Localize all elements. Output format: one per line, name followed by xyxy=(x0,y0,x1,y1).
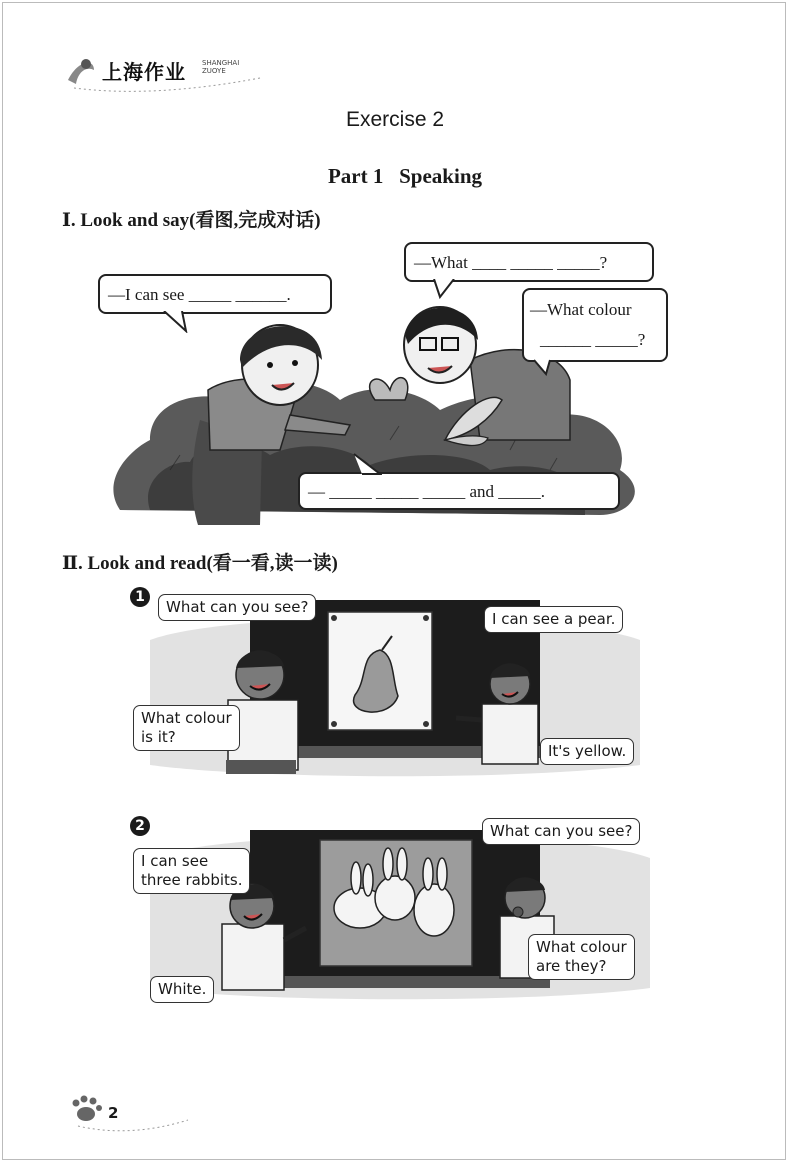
scene1-bubble-q1: What can you see? xyxy=(158,594,316,621)
bubble-what-text: —What ____ _____ _____? xyxy=(414,253,608,272)
header-logo xyxy=(64,50,264,100)
bubble-icansee-tail-icon xyxy=(160,311,190,333)
logo-en-line1: SHANGHAI xyxy=(202,59,240,67)
bubble-colour xyxy=(522,288,668,362)
bubble-answer-tail-icon xyxy=(348,450,382,476)
exercise-title: Exercise 2 xyxy=(345,108,445,131)
scene2-a1-line1: I can see xyxy=(141,852,209,870)
scene1-bubble-a2: It's yellow. xyxy=(540,738,634,765)
scene2-bubble-q1: What can you see? xyxy=(482,818,640,845)
bubble-colour-tail-icon xyxy=(528,352,558,376)
scene1-q2-line2: is it? xyxy=(141,728,176,746)
bubble-icansee-text: —I can see _____ ______. xyxy=(108,285,291,304)
scene1-bubble-q2 xyxy=(133,705,240,751)
scene2-bubble-a1 xyxy=(133,848,250,894)
bubble-icansee xyxy=(98,274,332,314)
bubble-colour-line1: —What colour xyxy=(530,300,632,319)
bubble-answer xyxy=(298,472,620,510)
scene2-q2-line2: are they? xyxy=(536,957,607,975)
logo-en-line2: ZUOYE xyxy=(202,67,226,75)
section1-heading: Ⅰ. Look and say(看图,完成对话) xyxy=(62,210,321,231)
part-heading: Part 1 Speaking xyxy=(327,164,482,188)
scene1-q2-line1: What colour xyxy=(141,709,232,727)
scene1-bubble-a1: I can see a pear. xyxy=(484,606,623,633)
scene2-bubble-q2 xyxy=(528,934,635,980)
bubble-what xyxy=(404,242,654,282)
scene2-q2-line1: What colour xyxy=(536,938,627,956)
bubble-colour-line2: ______ _____? xyxy=(540,330,646,349)
bubble-what-tail-icon xyxy=(430,279,460,299)
logo-english-text xyxy=(202,59,239,75)
scene2-a1-line2: three rabbits. xyxy=(141,871,243,889)
scene1-number: 1 xyxy=(130,587,150,607)
logo-chinese-text: 上海作业 xyxy=(102,60,186,84)
scene2-bubble-a2: White. xyxy=(150,976,214,1003)
bubble-answer-text: — _____ _____ _____ and _____. xyxy=(308,482,546,501)
scene2-number: 2 xyxy=(130,816,150,836)
section2-heading: Ⅱ. Look and read(看一看,读一读) xyxy=(62,553,338,574)
paw-icon xyxy=(70,1094,190,1134)
page-number: 2 xyxy=(108,1104,119,1122)
